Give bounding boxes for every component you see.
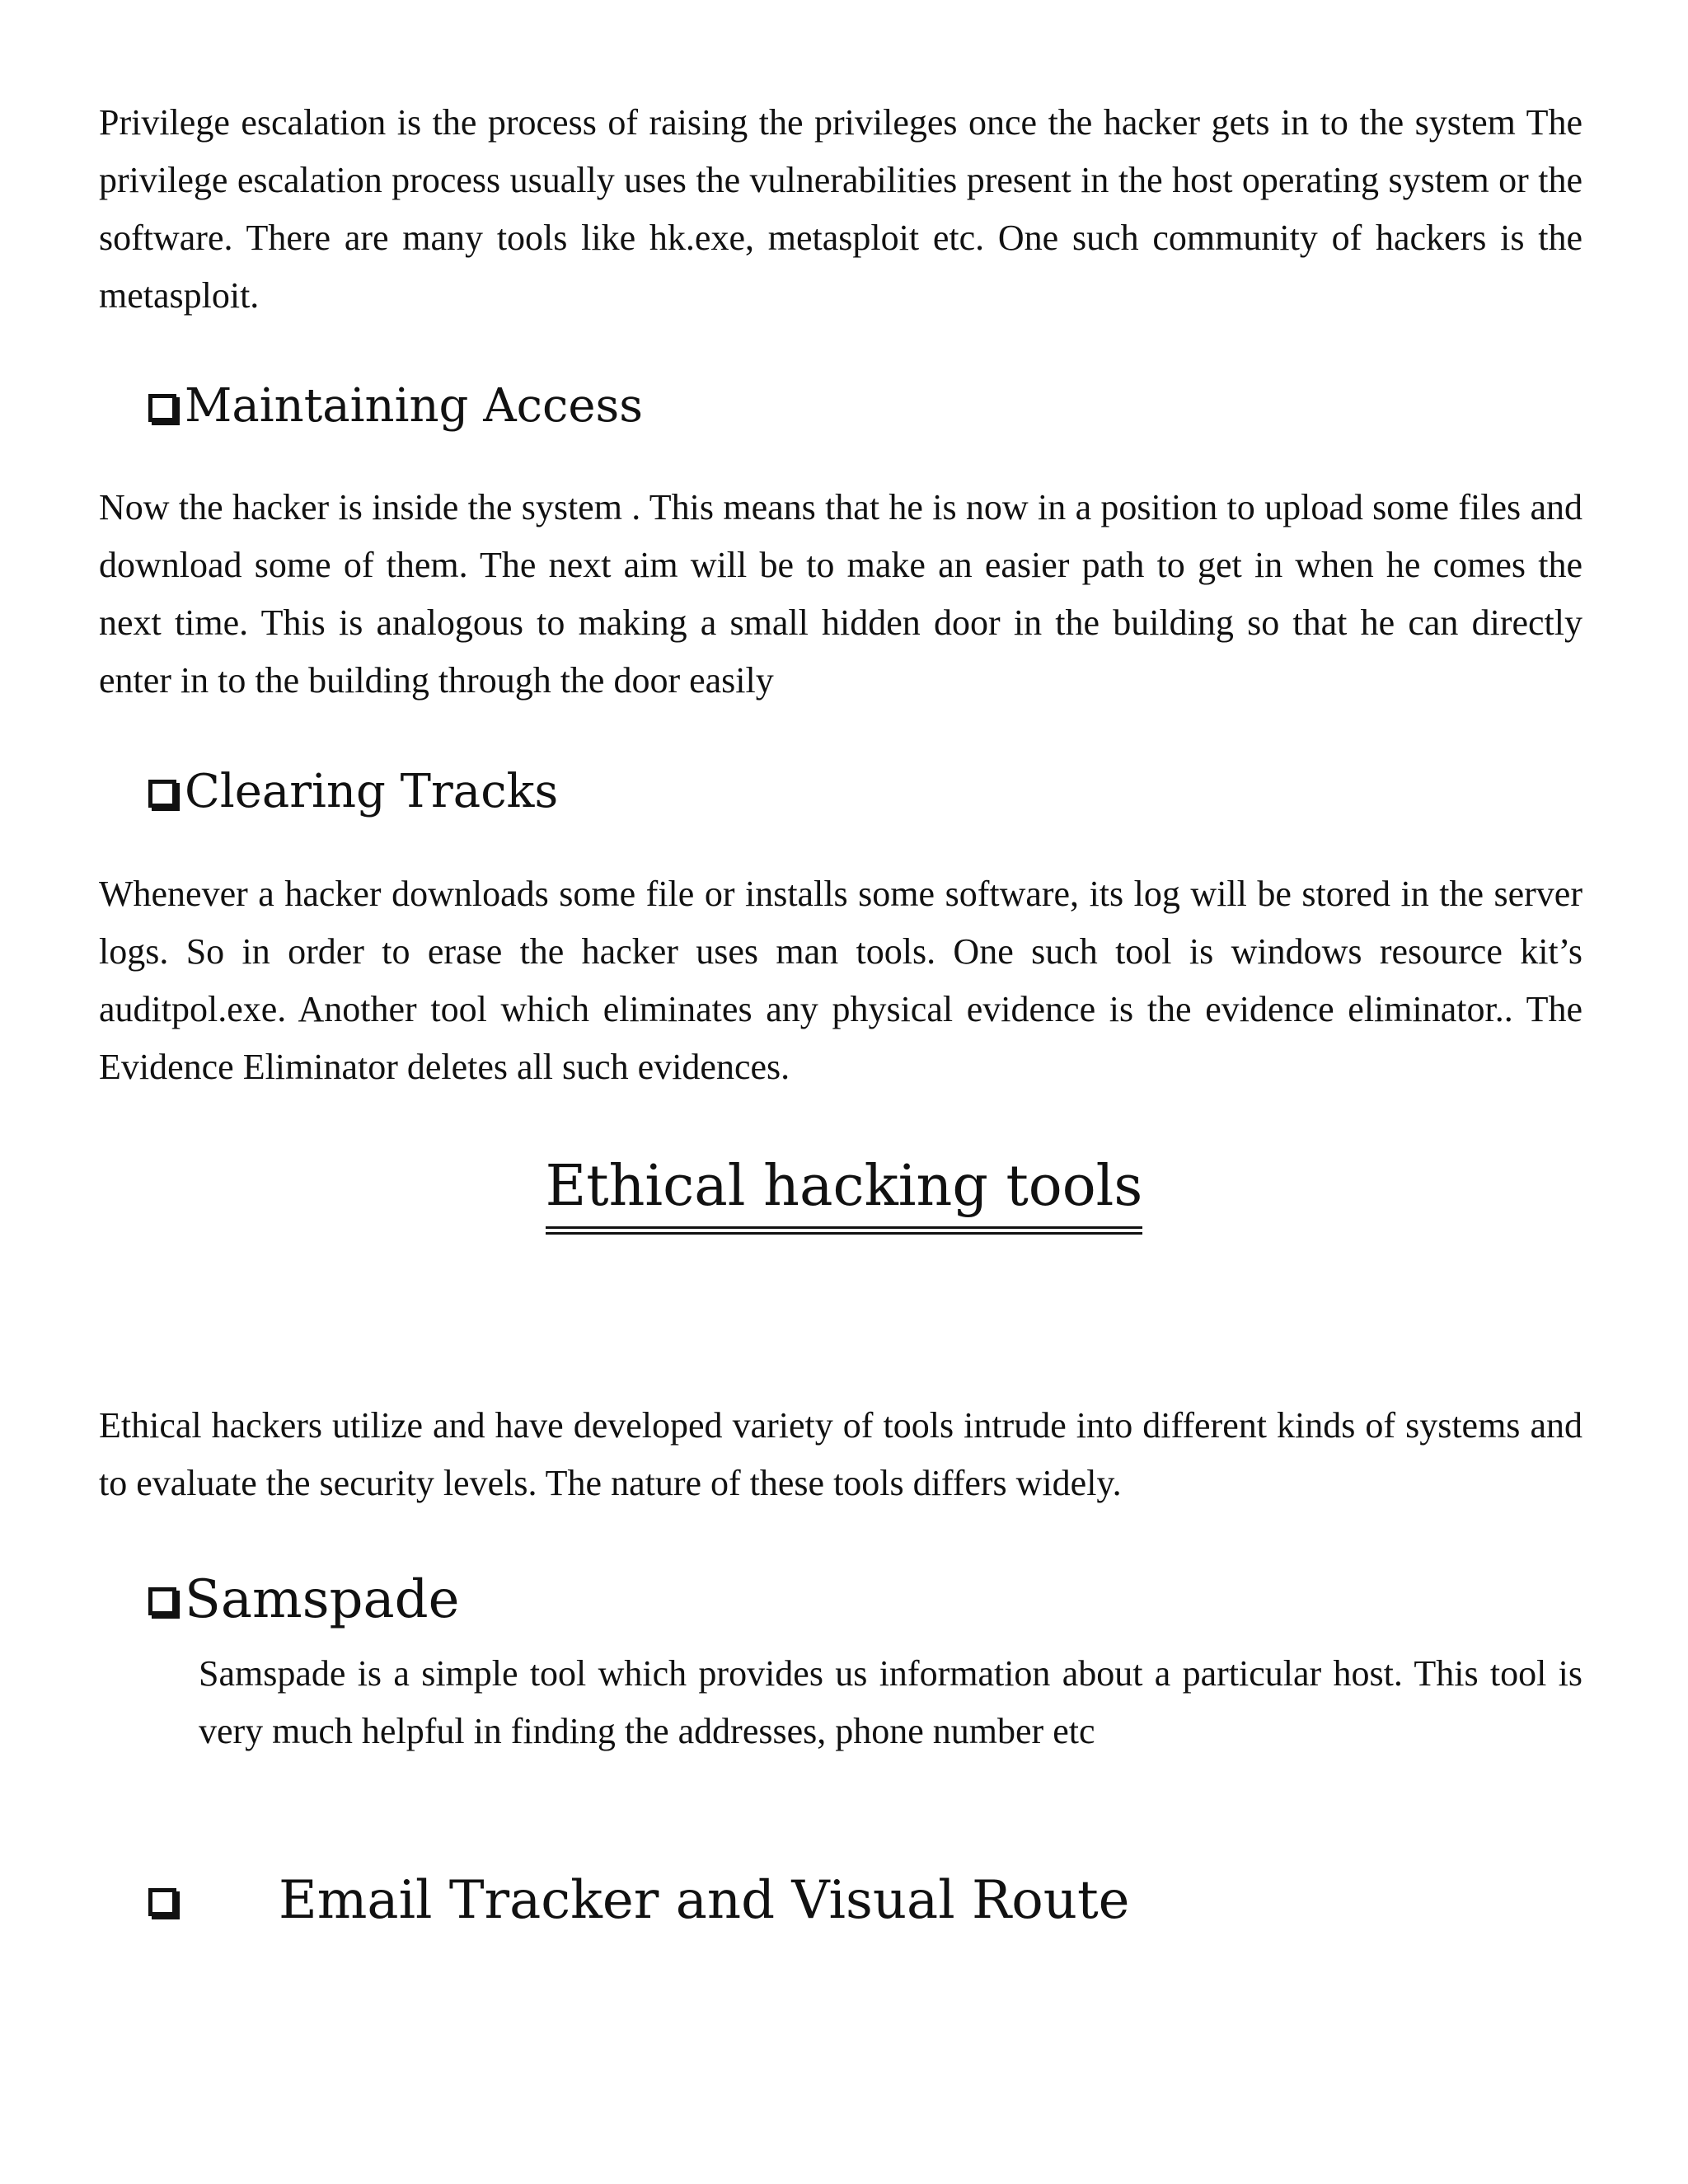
checkbox-icon [148,394,176,422]
samspade-heading-text: Samspade [185,1569,460,1630]
samspade-heading [148,1571,460,1629]
samspade-paragraph: Samspade is a simple tool which provides us information about a particular host. This tool is very much helpful in finding the addresses, phone number etc [199,1653,1582,1751]
email-tracker-heading [148,1872,1130,1929]
checkbox-icon [148,1888,176,1916]
privilege-escalation-paragraph: Privilege escalation is the process of raising the privileges once the hacker gets in to the system The privilege escalation process usually uses the vulnerabilities present in the host operating system or the software. There are many tools like hk.exe, metasploit etc. One such community of hackers is the metasploit. [99,102,1582,316]
email-tracker-heading-text: Email Tracker and Visual Route [279,1870,1130,1931]
section-title [0,1152,1688,1235]
clearing-tracks-heading-text: Clearing Tracks [185,765,559,818]
checkbox-icon [148,1587,176,1615]
maintaining-access-paragraph: Now the hacker is inside the system . This means that he is now in a position to upload some files and download some of them. The next aim will be to make an easier path to get in when he comes the next time. This is analogous to making a small hidden door in the building so that he can directly enter in to the building through the door easily [99,487,1582,701]
tools-intro-paragraph: Ethical hackers utilize and have developed variety of tools intrude into different kinds of systems and to evaluate the security levels. The nature of these tools differs widely. [99,1405,1582,1503]
maintaining-access-heading [148,377,643,435]
checkbox-icon [148,780,176,808]
clearing-tracks-paragraph: Whenever a hacker downloads some file or installs some software, its log will be stored in the server logs. So in order to erase the hacker uses man tools. One such tool is windows resource kit’s auditpol.exe. Another tool which eliminates any physical evidence is the evidence eliminator.. The Evidence Eliminator deletes all such evidences. [99,874,1582,1087]
section-title-text: Ethical hacking tools [546,1152,1143,1235]
maintaining-access-heading-text: Maintaining Access [185,379,643,433]
clearing-tracks-heading [148,763,558,821]
